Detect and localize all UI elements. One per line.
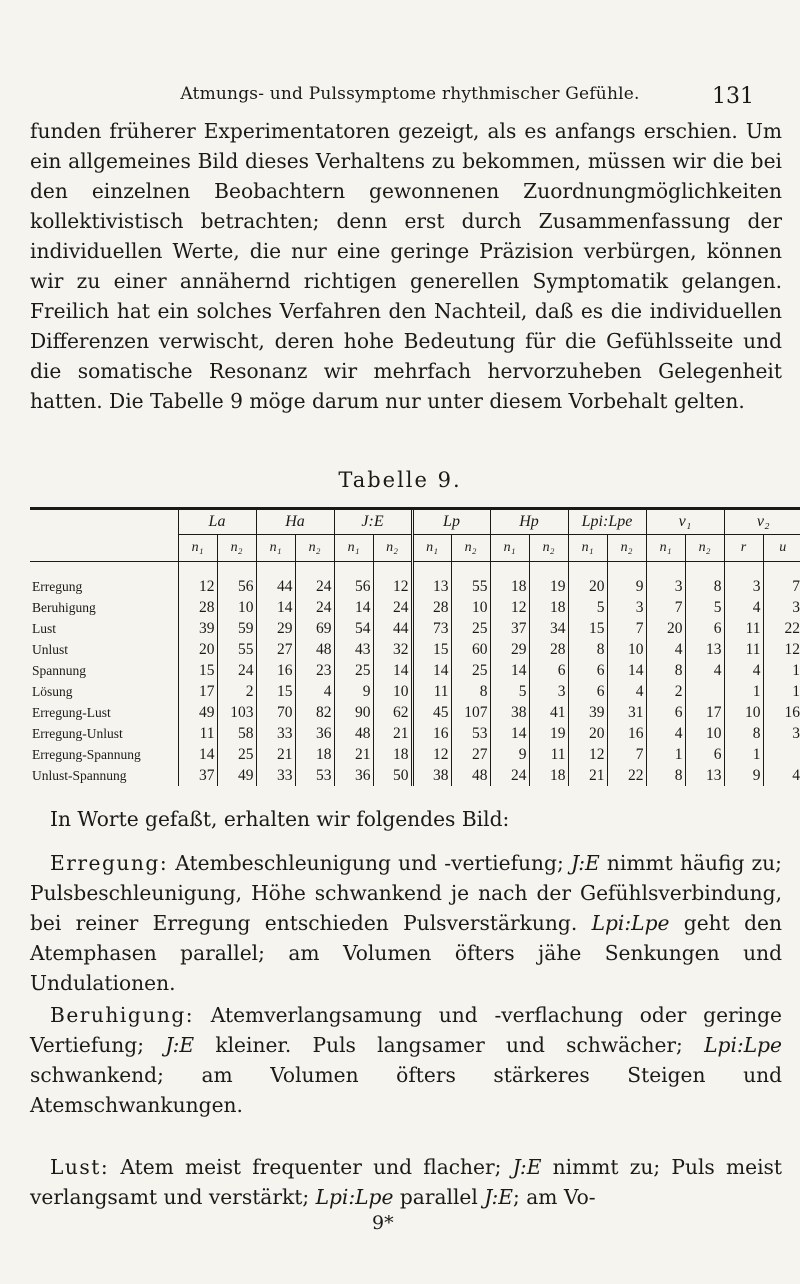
table-cell: 69 bbox=[295, 618, 334, 639]
table-cell: 1 bbox=[763, 681, 800, 702]
page-number: 131 bbox=[712, 84, 754, 109]
table-row bbox=[30, 597, 800, 618]
table-subheader: n₁ bbox=[568, 535, 607, 562]
summary-paragraph bbox=[30, 804, 782, 834]
table-cell: 24 bbox=[217, 660, 256, 681]
table-cell: 27 bbox=[451, 744, 490, 765]
table-cell: 6 bbox=[568, 660, 607, 681]
table-cell: 18 bbox=[295, 744, 334, 765]
table-cell: 13 bbox=[685, 639, 724, 660]
table-subheader: n₂ bbox=[295, 535, 334, 562]
table-cell: 4 bbox=[646, 723, 685, 744]
table-cell: 54 bbox=[334, 618, 373, 639]
table-subheader: n₂ bbox=[373, 535, 412, 562]
table-cell: 103 bbox=[217, 702, 256, 723]
table-cell: 34 bbox=[529, 618, 568, 639]
table-cell: 12 bbox=[763, 639, 800, 660]
lust-symbol-je-2: J:E bbox=[484, 1185, 514, 1209]
table-row bbox=[30, 681, 800, 702]
table-cell: 15 bbox=[178, 660, 217, 681]
table-cell: 44 bbox=[373, 618, 412, 639]
table-cell: 13 bbox=[685, 765, 724, 786]
table-title: Tabelle 9. bbox=[338, 468, 462, 492]
table-cell: 8 bbox=[646, 765, 685, 786]
intro-paragraph bbox=[30, 116, 782, 416]
table-cell: 22 bbox=[763, 618, 800, 639]
table-cell: 8 bbox=[451, 681, 490, 702]
table-group-header: Lpi:Lpe bbox=[568, 510, 646, 535]
table-cell: 12 bbox=[412, 744, 451, 765]
table-cell: 37 bbox=[178, 765, 217, 786]
beruhigung-symbol-lpi-lpe: Lpi:Lpe bbox=[704, 1033, 782, 1057]
table-cell: 20 bbox=[568, 576, 607, 597]
table-cell: 33 bbox=[256, 765, 295, 786]
table-cell: 5 bbox=[568, 597, 607, 618]
table-cell: 14 bbox=[490, 660, 529, 681]
table-cell: 3 bbox=[763, 723, 800, 744]
table-cell: 18 bbox=[490, 576, 529, 597]
table-cell: 16 bbox=[607, 723, 646, 744]
table-cell: 25 bbox=[451, 660, 490, 681]
table-cell: 7 bbox=[607, 618, 646, 639]
table-cell: 59 bbox=[217, 618, 256, 639]
table-cell: 10 bbox=[607, 639, 646, 660]
table-cell: 14 bbox=[490, 723, 529, 744]
table-cell: 107 bbox=[451, 702, 490, 723]
table-row-label: Lust bbox=[32, 620, 57, 636]
table-subheader: n₂ bbox=[529, 535, 568, 562]
table-cell: 15 bbox=[412, 639, 451, 660]
table-cell: 3 bbox=[607, 597, 646, 618]
table-row-label: Beruhigung bbox=[32, 599, 96, 615]
table-row bbox=[30, 702, 800, 723]
table-cell bbox=[685, 681, 724, 702]
table-cell: 6 bbox=[646, 702, 685, 723]
table-cell: 70 bbox=[256, 702, 295, 723]
table-cell: 39 bbox=[178, 618, 217, 639]
table-cell: 62 bbox=[373, 702, 412, 723]
table-cell bbox=[763, 744, 800, 765]
table-cell: 12 bbox=[490, 597, 529, 618]
table-cell: 6 bbox=[685, 744, 724, 765]
table-cell: 5 bbox=[685, 597, 724, 618]
table-cell: 11 bbox=[529, 744, 568, 765]
table-cell: 56 bbox=[334, 576, 373, 597]
table-cell: 21 bbox=[334, 744, 373, 765]
table-row-label: Spannung bbox=[32, 662, 86, 678]
table-row-label: Erregung-Spannung bbox=[32, 746, 141, 762]
paragraph-beruhigung bbox=[30, 1000, 782, 1120]
table-cell: 73 bbox=[412, 618, 451, 639]
table-subheader: r bbox=[724, 535, 763, 562]
table-subheader: n₁ bbox=[490, 535, 529, 562]
intro-text: funden früherer Experimentatoren gezeigt, als es anfangs erschien. Um ein allgemeines Bild dieses Verhaltens zu bekommen, müssen wir die bei den einzelnen Beobachtern gewonnenen Zuordnungmöglichkeiten kollektivistisch betrachten; denn erst durch Zusammenfassung der individuellen Werte, die nur eine geringe Präzision verbürgen, können wir zu einer annähernd richtigen generellen Symptomatik gelangen. Freilich hat ein solches Verfahren den Nachteil, daß es die individuellen Differenzen verwischt, deren hohe Bedeutung für die Gefühlsseite und die somatische Resonanz wir mehrfach hervorzuheben Gelegenheit hatten. Die Tabelle 9 möge darum nur unter diesem Vorbehalt gelten. bbox=[30, 119, 782, 413]
table-cell: 48 bbox=[334, 723, 373, 744]
table-group-header: Lp bbox=[412, 510, 490, 535]
table-cell: 15 bbox=[256, 681, 295, 702]
table-cell: 21 bbox=[568, 765, 607, 786]
table-row bbox=[30, 744, 800, 765]
table-cell: 8 bbox=[568, 639, 607, 660]
table-cell: 8 bbox=[685, 576, 724, 597]
table-subheader: n₂ bbox=[451, 535, 490, 562]
table-cell: 4 bbox=[685, 660, 724, 681]
beruhigung-text-a: Atemverlangsamung und -verflachung oder geringe Vertiefung; bbox=[30, 1003, 782, 1057]
lust-symbol-je: J:E bbox=[512, 1155, 542, 1179]
table-cell: 25 bbox=[217, 744, 256, 765]
term-lust: Lust: bbox=[50, 1155, 110, 1179]
table-cell: 29 bbox=[256, 618, 295, 639]
table-cell: 14 bbox=[373, 660, 412, 681]
table-cell: 38 bbox=[490, 702, 529, 723]
table-cell: 21 bbox=[256, 744, 295, 765]
lust-text-b: nimmt zu; Puls meist verlangsamt und verstärkt; bbox=[30, 1155, 783, 1209]
table-subheader: n₁ bbox=[178, 535, 217, 562]
table-row-label: Erregung-Lust bbox=[32, 704, 111, 720]
table-cell: 6 bbox=[529, 660, 568, 681]
table-cell: 25 bbox=[334, 660, 373, 681]
table-cell: 37 bbox=[490, 618, 529, 639]
table-cell: 14 bbox=[412, 660, 451, 681]
table-cell: 36 bbox=[334, 765, 373, 786]
table-cell: 21 bbox=[373, 723, 412, 744]
table-cell: 49 bbox=[178, 702, 217, 723]
table-cell: 20 bbox=[568, 723, 607, 744]
table-row bbox=[30, 765, 800, 786]
table-cell: 13 bbox=[412, 576, 451, 597]
table-cell: 10 bbox=[373, 681, 412, 702]
table-cell: 24 bbox=[295, 576, 334, 597]
table-subheader: n₁ bbox=[334, 535, 373, 562]
table-cell: 22 bbox=[607, 765, 646, 786]
table-cell: 6 bbox=[568, 681, 607, 702]
table-cell: 7 bbox=[607, 744, 646, 765]
table-cell: 16 bbox=[256, 660, 295, 681]
table-cell: 9 bbox=[724, 765, 763, 786]
beruhigung-symbol-je: J:E bbox=[165, 1033, 195, 1057]
table-cell: 7 bbox=[763, 576, 800, 597]
table-cell: 18 bbox=[529, 765, 568, 786]
table-row bbox=[30, 660, 800, 681]
table-cell: 1 bbox=[763, 660, 800, 681]
table-cell: 14 bbox=[178, 744, 217, 765]
table-cell: 53 bbox=[295, 765, 334, 786]
table-subheader: n₂ bbox=[685, 535, 724, 562]
table-row bbox=[30, 723, 800, 744]
table-group-header: La bbox=[178, 510, 256, 535]
table-cell: 1 bbox=[724, 681, 763, 702]
table-cell: 20 bbox=[178, 639, 217, 660]
erregung-text-a: Atembeschleunigung und -vertiefung; bbox=[168, 851, 571, 875]
table-cell: 49 bbox=[217, 765, 256, 786]
table-group-header: Hp bbox=[490, 510, 568, 535]
table-cell: 8 bbox=[646, 660, 685, 681]
table-cell: 19 bbox=[529, 576, 568, 597]
table-cell: 23 bbox=[295, 660, 334, 681]
table-cell: 20 bbox=[646, 618, 685, 639]
table-cell: 7 bbox=[646, 597, 685, 618]
table-cell: 3 bbox=[646, 576, 685, 597]
table-cell: 25 bbox=[451, 618, 490, 639]
table-cell: 3 bbox=[724, 576, 763, 597]
table-cell: 32 bbox=[373, 639, 412, 660]
table-group-header: J:E bbox=[334, 510, 412, 535]
table-cell: 11 bbox=[724, 618, 763, 639]
table-cell: 24 bbox=[373, 597, 412, 618]
lust-text-d: ; am Vo- bbox=[513, 1185, 596, 1209]
table-cell: 17 bbox=[178, 681, 217, 702]
table-subheader: n₁ bbox=[256, 535, 295, 562]
lust-text-c: parallel bbox=[393, 1185, 485, 1209]
table-cell: 56 bbox=[217, 576, 256, 597]
table-row-label: Unlust-Spannung bbox=[32, 767, 127, 783]
erregung-symbol-je: J:E bbox=[570, 851, 600, 875]
table-group-header: v₂ bbox=[724, 510, 800, 535]
table-row-label: Unlust bbox=[32, 641, 69, 657]
table-subheader: n₁ bbox=[412, 535, 451, 562]
table-cell: 11 bbox=[724, 639, 763, 660]
table-cell: 10 bbox=[724, 702, 763, 723]
table-cell: 1 bbox=[724, 744, 763, 765]
table-cell: 2 bbox=[217, 681, 256, 702]
table-cell: 11 bbox=[178, 723, 217, 744]
table-cell: 33 bbox=[256, 723, 295, 744]
table-row-label: Erregung bbox=[32, 578, 83, 594]
table-cell: 50 bbox=[373, 765, 412, 786]
table-cell: 36 bbox=[295, 723, 334, 744]
erregung-text-b: nimmt häufig zu; Pulsbeschleunigung, Höhe schwankend je nach der Gefühlsverbindung, bei reiner Erregung entschieden Pulsverstärkung. bbox=[30, 851, 782, 935]
table-row bbox=[30, 576, 800, 597]
table-cell: 5 bbox=[490, 681, 529, 702]
table-cell: 4 bbox=[607, 681, 646, 702]
table-group-header-row bbox=[30, 510, 800, 535]
table-row-label: Erregung-Unlust bbox=[32, 725, 123, 741]
signature-mark: 9* bbox=[372, 1212, 394, 1234]
table-corner bbox=[30, 510, 178, 562]
table-cell: 3 bbox=[763, 597, 800, 618]
table-subheader: n₂ bbox=[607, 535, 646, 562]
table-row-label: Lösung bbox=[32, 683, 73, 699]
table-spacer-row bbox=[30, 562, 800, 577]
table-cell: 82 bbox=[295, 702, 334, 723]
table-cell: 10 bbox=[685, 723, 724, 744]
table-cell: 16 bbox=[412, 723, 451, 744]
table-cell: 9 bbox=[334, 681, 373, 702]
table-cell: 1 bbox=[646, 744, 685, 765]
table-cell: 28 bbox=[412, 597, 451, 618]
table-cell: 48 bbox=[451, 765, 490, 786]
term-beruhigung: Beruhigung: bbox=[50, 1003, 195, 1027]
table-cell: 8 bbox=[724, 723, 763, 744]
table-cell: 3 bbox=[529, 681, 568, 702]
table-cell: 14 bbox=[256, 597, 295, 618]
table-subheader: n₁ bbox=[646, 535, 685, 562]
table-cell: 17 bbox=[685, 702, 724, 723]
lust-text-a: Atem meist frequenter und flacher; bbox=[109, 1155, 513, 1179]
table-cell: 24 bbox=[490, 765, 529, 786]
table-row bbox=[30, 618, 800, 639]
paragraph-lust bbox=[30, 1152, 782, 1212]
table-cell: 14 bbox=[334, 597, 373, 618]
table-cell: 10 bbox=[217, 597, 256, 618]
table-cell: 45 bbox=[412, 702, 451, 723]
erregung-symbol-lpi-lpe: Lpi:Lpe bbox=[591, 911, 670, 935]
table-cell: 16 bbox=[763, 702, 800, 723]
table-cell: 28 bbox=[529, 639, 568, 660]
table-cell: 12 bbox=[178, 576, 217, 597]
table-cell: 10 bbox=[451, 597, 490, 618]
table-cell: 41 bbox=[529, 702, 568, 723]
table-cell: 9 bbox=[490, 744, 529, 765]
table-cell: 27 bbox=[256, 639, 295, 660]
beruhigung-text-c: schwankend; am Volumen öfters stärkeres Steigen und Atemschwankungen. bbox=[30, 1063, 782, 1117]
beruhigung-text-b: kleiner. Puls langsamer und schwächer; bbox=[194, 1033, 705, 1057]
table-cell: 24 bbox=[295, 597, 334, 618]
table-cell: 44 bbox=[256, 576, 295, 597]
term-erregung: Erregung: bbox=[50, 851, 169, 875]
table-cell: 12 bbox=[373, 576, 412, 597]
table-cell: 18 bbox=[529, 597, 568, 618]
table-cell: 39 bbox=[568, 702, 607, 723]
table-cell: 90 bbox=[334, 702, 373, 723]
table-group-header: Ha bbox=[256, 510, 334, 535]
table-cell: 55 bbox=[451, 576, 490, 597]
table-cell: 58 bbox=[217, 723, 256, 744]
paragraph-erregung bbox=[30, 848, 782, 998]
table-cell: 4 bbox=[763, 765, 800, 786]
table-cell: 4 bbox=[646, 639, 685, 660]
table-cell: 6 bbox=[685, 618, 724, 639]
summary-text: In Worte gefaßt, erhalten wir folgendes Bild: bbox=[50, 807, 510, 831]
table-cell: 29 bbox=[490, 639, 529, 660]
table-cell: 15 bbox=[568, 618, 607, 639]
table-cell: 19 bbox=[529, 723, 568, 744]
table-cell: 4 bbox=[724, 597, 763, 618]
lust-symbol-lpi-lpe: Lpi:Lpe bbox=[315, 1185, 394, 1209]
table-cell: 4 bbox=[724, 660, 763, 681]
table-cell: 28 bbox=[178, 597, 217, 618]
table-cell: 4 bbox=[295, 681, 334, 702]
table-group-header: v₁ bbox=[646, 510, 724, 535]
table-cell: 2 bbox=[646, 681, 685, 702]
table-cell: 48 bbox=[295, 639, 334, 660]
table-subheader: u bbox=[763, 535, 800, 562]
data-table bbox=[30, 507, 800, 786]
table-cell: 14 bbox=[607, 660, 646, 681]
table-cell: 12 bbox=[568, 744, 607, 765]
table-cell: 53 bbox=[451, 723, 490, 744]
running-title: Atmungs- und Pulssymptome rhythmischer Gefühle. bbox=[180, 84, 640, 104]
table-cell: 38 bbox=[412, 765, 451, 786]
table-cell: 31 bbox=[607, 702, 646, 723]
table-cell: 60 bbox=[451, 639, 490, 660]
table-cell: 11 bbox=[412, 681, 451, 702]
table-cell: 18 bbox=[373, 744, 412, 765]
erregung-text-c: geht den Atemphasen parallel; am Volumen öfters jähe Senkungen und Undulationen. bbox=[30, 911, 782, 995]
table-subheader: n₂ bbox=[217, 535, 256, 562]
table-cell: 43 bbox=[334, 639, 373, 660]
table-row bbox=[30, 639, 800, 660]
table-cell: 9 bbox=[607, 576, 646, 597]
table-cell: 55 bbox=[217, 639, 256, 660]
